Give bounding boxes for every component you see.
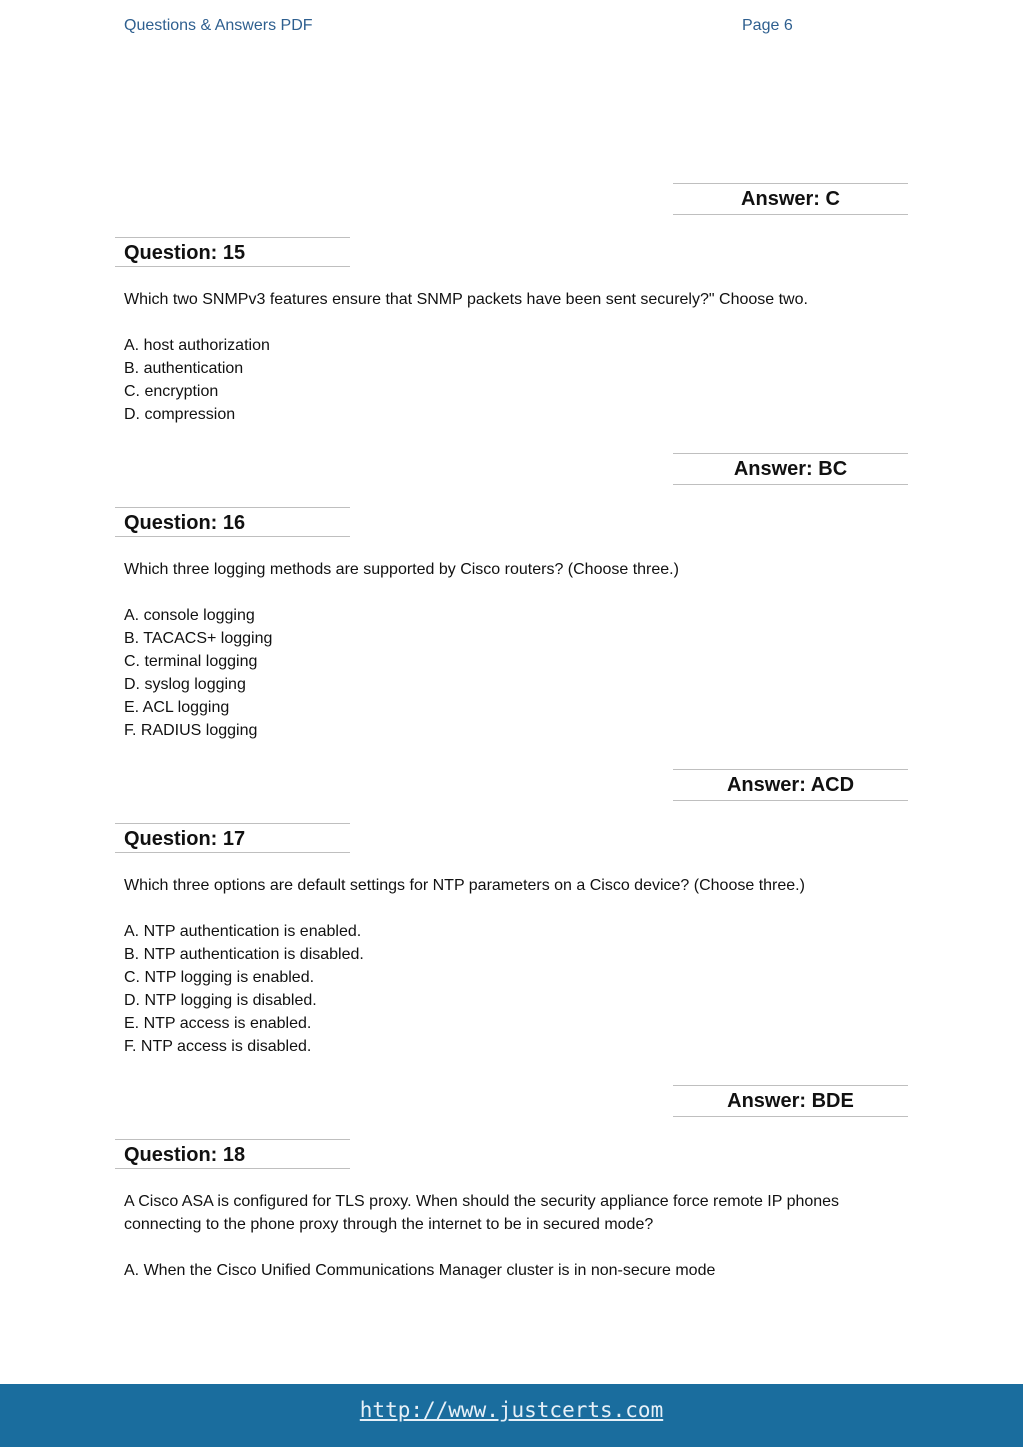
answer-box: Answer: BDE <box>673 1085 908 1117</box>
option-item: C. encryption <box>124 383 219 401</box>
footer-link[interactable]: http://www.justcerts.com <box>359 1398 664 1422</box>
question-text: Which three options are default settings for NTP parameters on a Cisco device? (Choose three.) <box>124 877 805 894</box>
option-item: A. NTP authentication is enabled. <box>124 923 362 940</box>
option-item: F. RADIUS logging <box>124 722 258 740</box>
option-list <box>124 1259 715 1282</box>
option-item: B. NTP authentication is disabled. <box>124 946 364 964</box>
option-item: B. authentication <box>124 360 244 378</box>
option-list <box>124 334 270 426</box>
option-item: F. NTP access is disabled. <box>124 1038 312 1056</box>
header-title: Questions & Answers PDF <box>124 17 313 34</box>
question-text: Which two SNMPv3 features ensure that SNMP packets have been sent securely?" Choose two. <box>124 291 808 308</box>
footer-bar <box>0 1384 1023 1447</box>
question-heading: Question: 16 <box>115 507 350 537</box>
option-list <box>124 920 364 1059</box>
option-item: D. compression <box>124 406 236 424</box>
option-item: A. console logging <box>124 607 255 624</box>
answer-box: Answer: ACD <box>673 769 908 801</box>
page-number: Page 6 <box>742 17 793 34</box>
question-text: Which three logging methods are supported by Cisco routers? (Choose three.) <box>124 561 679 578</box>
option-item: E. NTP access is enabled. <box>124 1015 312 1033</box>
option-item: A. When the Cisco Unified Communications Manager cluster is in non-secure mode <box>124 1262 716 1279</box>
answer-box: Answer: C <box>673 183 908 215</box>
question-heading: Question: 15 <box>115 237 350 267</box>
option-item: C. terminal logging <box>124 653 258 671</box>
option-item: E. ACL logging <box>124 699 230 717</box>
question-text: A Cisco ASA is configured for TLS proxy. When should the security appliance force remote IP phones connecting to the phone proxy through the internet to be in secured mode? <box>124 1193 840 1233</box>
option-item: B. TACACS+ logging <box>124 630 273 648</box>
option-item: A. host authorization <box>124 337 270 354</box>
option-item: D. NTP logging is disabled. <box>124 992 317 1010</box>
answer-box: Answer: BC <box>673 453 908 485</box>
option-item: C. NTP logging is enabled. <box>124 969 315 987</box>
question-heading: Question: 17 <box>115 823 350 853</box>
option-list <box>124 604 272 743</box>
option-item: D. syslog logging <box>124 676 246 694</box>
question-heading: Question: 18 <box>115 1139 350 1169</box>
